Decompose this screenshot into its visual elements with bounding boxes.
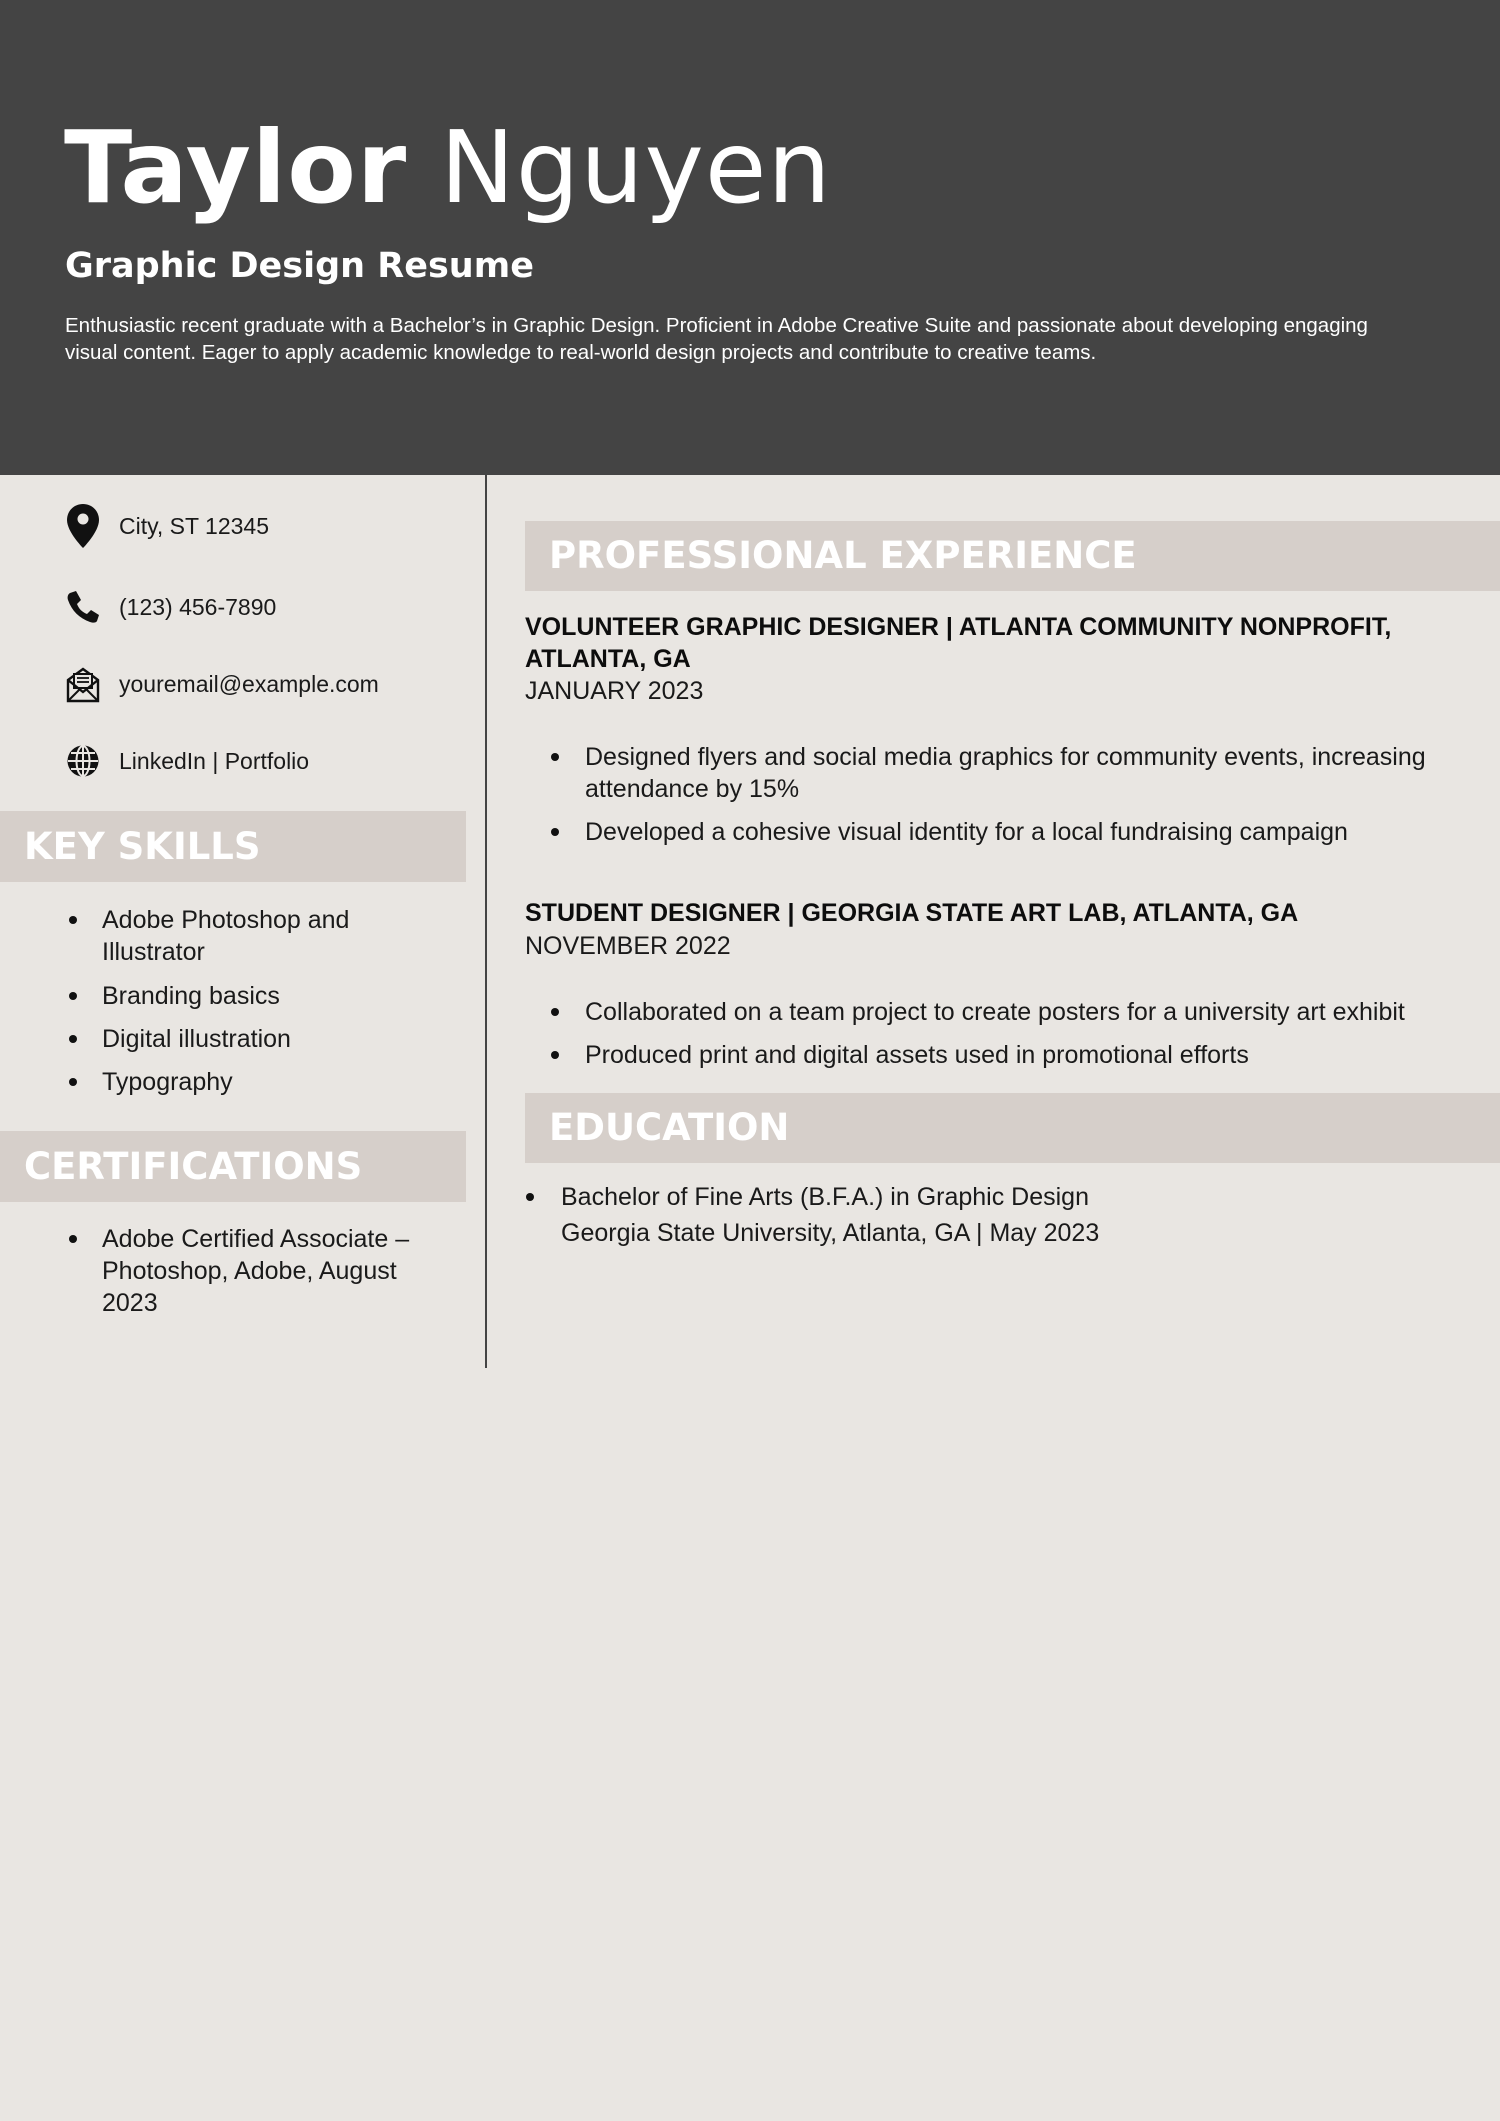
column-divider [485,475,487,1368]
list-item [585,816,1465,848]
resume-subtitle: Graphic Design Resume [65,246,534,286]
job-bullets [585,741,1465,848]
education-heading: EDUCATION [525,1093,1500,1163]
list-item [102,1223,442,1319]
list-item [102,1023,442,1055]
bullet-dot [69,1078,77,1086]
skill-text: Branding basics [102,982,280,1010]
skill-text: Typography [102,1068,233,1096]
last-name: Nguyen [440,109,832,226]
job-bullets [585,996,1485,1071]
education-list [561,1179,1461,1251]
first-name: Taylor [64,109,408,226]
phone-icon [65,585,101,629]
links-text[interactable]: LinkedIn | Portfolio [119,747,310,774]
envelope-icon [65,662,101,706]
bullet-dot [69,1035,77,1043]
bullet-dot [551,828,559,836]
bullet-dot [551,753,559,761]
bullet-text: Designed flyers and social media graphics for community events, increasing attendance by 15% [585,743,1426,803]
key-skills-heading: KEY SKILLS [0,811,466,882]
job-title: STUDENT DESIGNER | GEORGIA STATE ART LAB, ATLANTA, GA [525,899,1299,927]
bullet-dot [526,1193,534,1201]
contact-links [65,739,309,783]
list-item [561,1179,1461,1251]
skill-text: Adobe Photoshop and Illustrator [102,906,350,966]
bullet-dot [69,992,77,1000]
location-text: City, ST 12345 [119,512,270,539]
summary-text: Enthusiastic recent graduate with a Bachelor’s in Graphic Design. Proficient in Adobe Creative Suite and passionate about developing engaging visual content. Eager to apply academic knowledge to real-world design projects and contribute to creative teams. [65,314,1368,364]
phone-text[interactable]: (123) 456-7890 [119,593,277,620]
bullet-dot [69,916,77,924]
certification-text: Adobe Certified Associate – Photoshop, Adobe, August 2023 [102,1225,410,1317]
list-item [102,904,442,968]
certifications-heading: CERTIFICATIONS [0,1131,466,1202]
job-date: JANUARY 2023 [525,677,704,705]
bullet-text: Produced print and digital assets used in promotional efforts [585,1041,1249,1069]
contact-email [65,662,379,706]
bullet-dot [551,1008,559,1016]
resume-header [0,0,1500,475]
candidate-name [64,108,832,228]
job-date: NOVEMBER 2022 [525,932,731,960]
certifications-list [102,1223,442,1319]
job-title: VOLUNTEER GRAPHIC DESIGNER | ATLANTA COMMUNITY NONPROFIT, ATLANTA, GA [525,613,1392,673]
list-item [585,1039,1485,1071]
contact-location [65,504,269,548]
bullet-text: Developed a cohesive visual identity for a local fundraising campaign [585,818,1348,846]
email-text[interactable]: youremail@example.com [119,670,379,697]
list-item [585,996,1485,1028]
list-item [585,741,1465,805]
school-text: Georgia State University, Atlanta, GA | May 2023 [561,1219,1100,1247]
degree-text: Bachelor of Fine Arts (B.F.A.) in Graphic Design [561,1183,1089,1211]
map-pin-icon [65,504,101,548]
list-item [102,1066,442,1098]
experience-heading: PROFESSIONAL EXPERIENCE [525,521,1500,591]
contact-phone [65,585,276,629]
skill-text: Digital illustration [102,1025,291,1053]
bullet-dot [69,1235,77,1243]
skills-list [102,904,442,1098]
bullet-dot [551,1051,559,1059]
list-item [102,980,442,1012]
globe-icon [65,739,101,783]
bullet-text: Collaborated on a team project to create posters for a university art exhibit [585,998,1405,1026]
